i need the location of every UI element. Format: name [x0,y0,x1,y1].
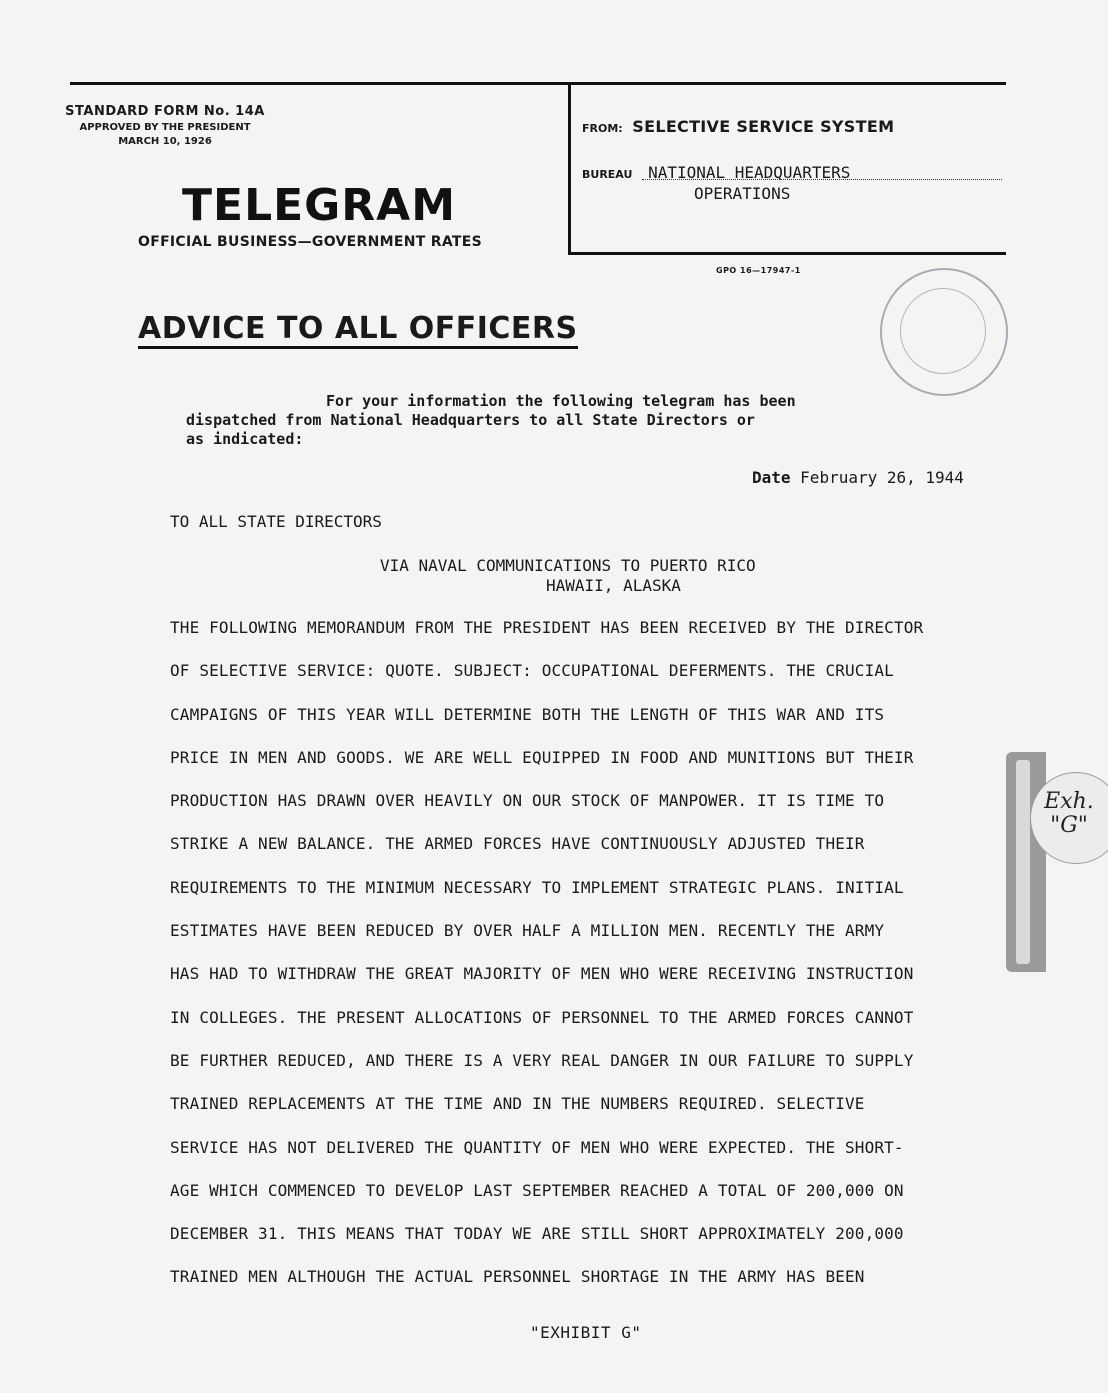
header-rule [70,82,1006,85]
form-info [40,104,290,147]
intro-paragraph [186,392,886,449]
intro-line: dispatched from National Headquarters to all State Directors or [186,411,755,429]
via-line: HAWAII, ALASKA [546,576,681,595]
form-number: STANDARD FORM No. 14A [65,104,265,119]
date-label: Date [752,468,791,487]
exhibit-tab-slot [1016,760,1030,964]
bureau-sub: OPERATIONS [694,184,791,203]
from-value: SELECTIVE SERVICE SYSTEM [632,117,895,136]
form-approved: APPROVED BY THE PRESIDENT [79,122,251,133]
library-stamp [880,268,1008,396]
body-line: ESTIMATES HAVE BEEN REDUCED BY OVER HALF A MILLION MEN. RECENTLY THE ARMY [170,921,885,941]
memo-body [170,618,1000,1311]
from-box-border-left [568,84,571,254]
date-value: February 26, 1944 [800,468,964,487]
body-line: OF SELECTIVE SERVICE: QUOTE. SUBJECT: OCCUPATIONAL DEFERMENTS. THE CRUCIAL [170,661,894,681]
body-line: PRICE IN MEN AND GOODS. WE ARE WELL EQUIPPED IN FOOD AND MUNITIONS BUT THEIR [170,747,914,767]
via-line: VIA NAVAL COMMUNICATIONS TO PUERTO RICO [380,556,756,575]
body-line: HAS HAD TO WITHDRAW THE GREAT MAJORITY OF MEN WHO WERE RECEIVING INSTRUCTION [170,964,914,984]
recipient-line: TO ALL STATE DIRECTORS [170,512,382,531]
body-line: THE FOLLOWING MEMORANDUM FROM THE PRESIDENT HAS BEEN RECEIVED BY THE DIRECTOR [170,618,924,637]
from-label: FROM: [582,122,623,135]
body-line: IN COLLEGES. THE PRESENT ALLOCATIONS OF PERSONNEL TO THE ARMED FORCES CANNOT [170,1007,914,1027]
document-subtitle: OFFICIAL BUSINESS—GOVERNMENT RATES [138,234,482,250]
body-line: CAMPAIGNS OF THIS YEAR WILL DETERMINE BOTH THE LENGTH OF THIS WAR AND ITS [170,704,885,724]
body-line: BE FURTHER REDUCED, AND THERE IS A VERY REAL DANGER IN OUR FAILURE TO SUPPLY [170,1050,914,1070]
exhibit-label: "EXHIBIT G" [530,1323,642,1342]
from-box-border-bottom [568,252,1006,255]
bureau-dotted-line [642,179,1002,180]
bureau-value: NATIONAL HEADQUARTERS [648,163,851,182]
body-line: DECEMBER 31. THIS MEANS THAT TODAY WE ARE STILL SHORT APPROXIMATELY 200,000 [170,1224,904,1244]
body-line: TRAINED MEN ALTHOUGH THE ACTUAL PERSONNEL SHORTAGE IN THE ARMY HAS BEEN [170,1267,865,1287]
body-line: SERVICE HAS NOT DELIVERED THE QUANTITY OF MEN WHO WERE EXPECTED. THE SHORT- [170,1137,904,1157]
library-stamp-inner-ring [900,288,986,374]
via-block [380,556,840,596]
exhibit-tab-label: Exh. "G" [1044,789,1094,838]
body-line: AGE WHICH COMMENCED TO DEVELOP LAST SEPTEMBER REACHED A TOTAL OF 200,000 ON [170,1180,904,1200]
bureau-label: BUREAU [582,168,633,181]
body-line: PRODUCTION HAS DRAWN OVER HEAVILY ON OUR STOCK OF MANPOWER. IT IS TIME TO [170,791,885,811]
date-line [752,468,964,487]
intro-line: as indicated: [186,430,304,448]
intro-line: For your information the following telegram has been [326,392,796,410]
gpo-code: GPO 16—17947-1 [716,266,801,275]
from-line [582,117,894,136]
document-title: TELEGRAM [182,180,456,231]
advice-heading: ADVICE TO ALL OFFICERS [138,312,578,349]
body-line: TRAINED REPLACEMENTS AT THE TIME AND IN THE NUMBERS REQUIRED. SELECTIVE [170,1094,865,1114]
bureau-line [582,163,1002,182]
body-line: STRIKE A NEW BALANCE. THE ARMED FORCES HAVE CONTINUOUSLY ADJUSTED THEIR [170,834,865,854]
body-line: REQUIREMENTS TO THE MINIMUM NECESSARY TO IMPLEMENT STRATEGIC PLANS. INITIAL [170,877,904,897]
form-approved-date: MARCH 10, 1926 [118,136,212,147]
